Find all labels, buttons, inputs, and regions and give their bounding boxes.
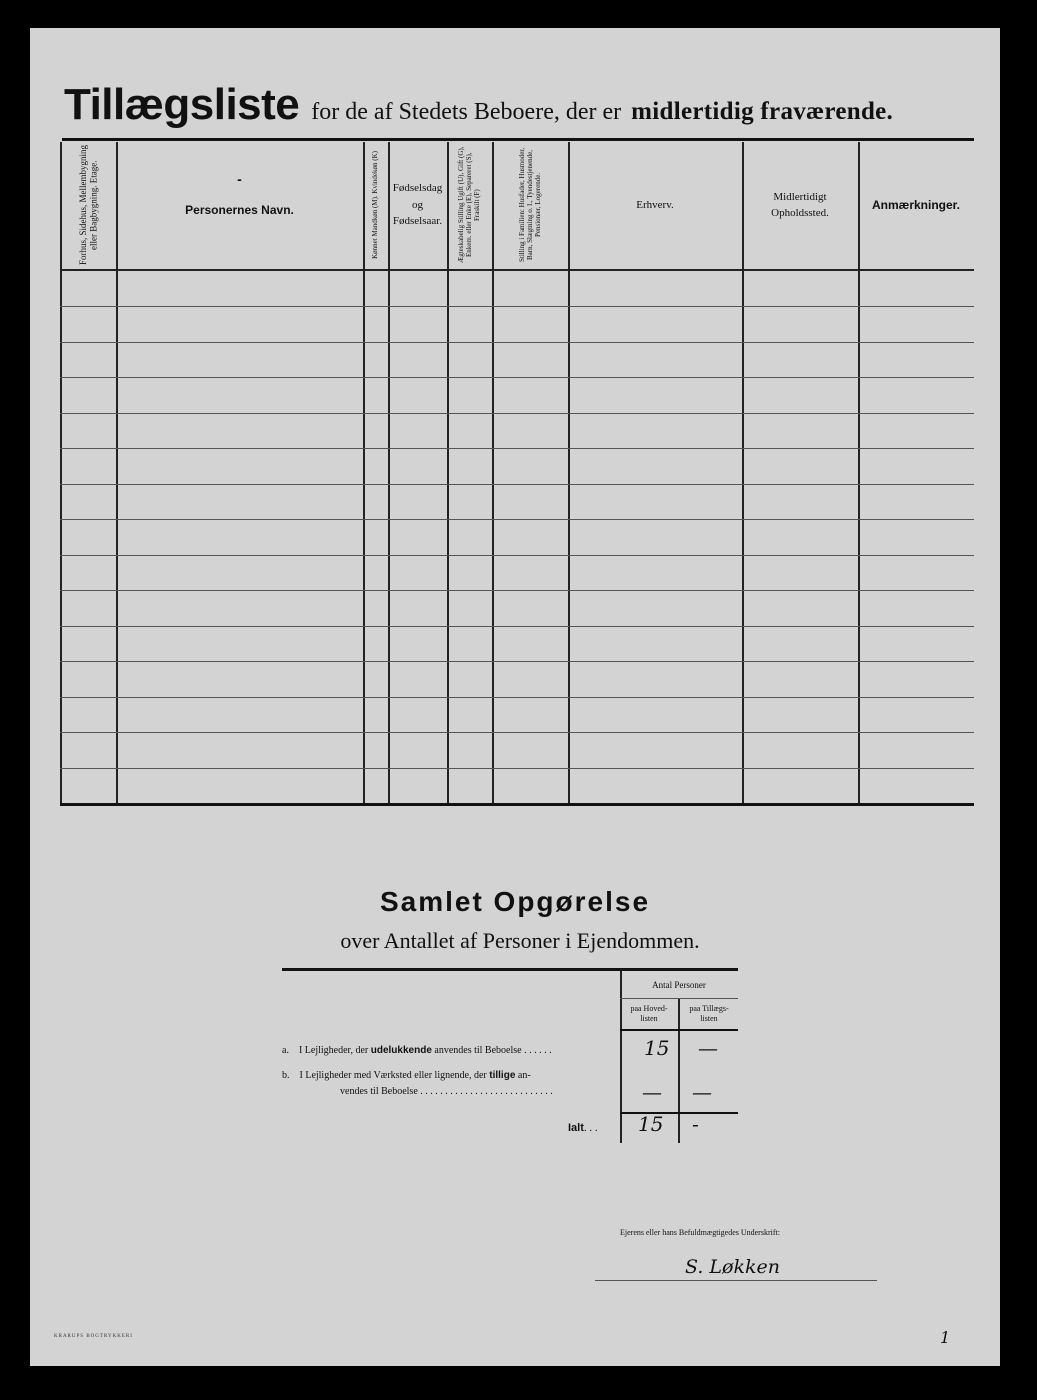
summary-top-rule: [282, 968, 738, 971]
header-gender: [363, 142, 388, 268]
summary-col-supplement: [680, 1004, 738, 1023]
table-row-line: [60, 590, 974, 591]
signature-line: [595, 1280, 877, 1281]
page-mark: 1: [940, 1328, 951, 1347]
table-row-line: [60, 306, 974, 307]
header-remarks-label: Anmærkninger.: [871, 198, 961, 212]
summary-col-main: [620, 1004, 678, 1023]
census-form-page: [30, 28, 1000, 1366]
header-building-label: Forhus, Sidehus, Mellembygning eller Bagbygning. Etage.: [77, 145, 98, 266]
signature-value: S. Løkken: [685, 1256, 780, 1278]
title-rule: [62, 138, 974, 141]
row-b-letter: b.: [282, 1070, 290, 1081]
header-birth-l2: og: [412, 198, 423, 211]
total-label: Ialt: [568, 1122, 584, 1134]
summary-title: Samlet Opgørelse: [379, 886, 651, 917]
table-row-line: [60, 413, 974, 414]
table-bottom-rule: [60, 803, 974, 806]
header-temp-l2: Opholdssted.: [771, 207, 829, 219]
summary-header-rule: [620, 1029, 738, 1031]
table-row-line: [60, 448, 974, 449]
summary-col-divider: [620, 971, 622, 1143]
summary-row-a: [282, 1045, 552, 1056]
row-b-post: an-: [517, 1070, 531, 1081]
summary-col-main-l2: listen: [640, 1013, 658, 1023]
row-b-bold: tillige: [489, 1070, 516, 1081]
table-row-line: [60, 732, 974, 733]
table-row-line: [60, 377, 974, 378]
printer-mark: KRARUPS BOGTRYKKERI: [54, 1334, 133, 1339]
header-occupation: [568, 142, 742, 268]
residents-table: [60, 142, 974, 806]
summary-total: [568, 1122, 598, 1134]
header-birth-l1: Fødselsdag: [392, 182, 443, 195]
header-marital-label: Ægteskabelig Stilling Ugift (U), Gift (G), Enkem. eller Enke (E), Separeret (S), Fraskilt (F): [457, 146, 482, 264]
summary-col-group: Antal Personer: [652, 980, 706, 990]
header-building: [60, 142, 116, 268]
row-b-supp-count: —: [692, 1080, 712, 1104]
row-b-main-count: —: [642, 1080, 662, 1104]
total-supp-count: -: [692, 1112, 699, 1136]
row-a-main-count: 15: [644, 1036, 670, 1060]
table-row-line: [60, 626, 974, 627]
title-rest: for de af Stedets Beboere, der er: [311, 99, 622, 125]
row-a-letter: a.: [282, 1045, 289, 1056]
summary-row-b-line2: vendes til Beboelse . . . . . . . . . . . . . . . . . . . . . . . . . . .: [340, 1086, 553, 1097]
header-gender-label: Kønnet Mandkøn (M). Kvindekøn (K): [371, 151, 380, 259]
header-marital: [447, 142, 492, 268]
header-names-label: Personernes Navn.: [185, 203, 294, 217]
total-dots: . . .: [583, 1122, 598, 1134]
summary-subtitle: over Antallet af Personer i Ejendommen.: [340, 928, 700, 953]
table-row-line: [60, 519, 974, 520]
header-temp-l1: Midlertidigt: [773, 190, 827, 203]
header-birth-l3: Fødselsaar.: [392, 215, 443, 228]
header-occupation-label: Erhverv.: [636, 198, 674, 211]
row-a-post: anvendes til Beboelse . . . . . .: [434, 1045, 552, 1056]
summary-row-b: [282, 1070, 531, 1081]
header-names: [116, 142, 363, 268]
header-family-label: Stilling i Familien: Husfader, Husmoder, Barn, Slægtning o. l., Tyendestjenende, Pensionær, Logerende.: [517, 147, 543, 263]
header-family: [492, 142, 568, 268]
summary-col-supp-l2: listen: [700, 1013, 718, 1023]
header-names-dash: -: [237, 171, 242, 187]
summary-col-main-l1: paa Hoved-: [630, 1004, 668, 1013]
header-remarks: [858, 142, 974, 268]
table-row-line: [60, 697, 974, 698]
header-birth: [388, 142, 447, 268]
row-a-pre: I Lejligheder, der: [298, 1045, 369, 1056]
header-rule: [60, 269, 974, 271]
table-row-line: [60, 555, 974, 556]
row-a-supp-count: —: [698, 1036, 718, 1060]
total-main-count: 15: [638, 1112, 664, 1136]
form-title: [64, 80, 974, 130]
summary-group-rule: [620, 998, 738, 999]
table-row-line: [60, 342, 974, 343]
table-row-line: [60, 768, 974, 769]
table-row-line: [60, 661, 974, 662]
summary-col-supp-l1: paa Tillægs-: [689, 1004, 729, 1013]
signature-label: Ejerens eller hans Befuldmægtigedes Underskrift:: [620, 1228, 780, 1237]
title-main: Tillægsliste: [64, 80, 300, 129]
row-b-pre: I Lejligheder med Værksted eller lignende, der: [299, 1070, 487, 1081]
row-a-bold: udelukkende: [370, 1045, 432, 1056]
title-bold: midlertidig fraværende.: [631, 98, 894, 125]
table-row-line: [60, 484, 974, 485]
header-temp-residence: [742, 142, 858, 268]
